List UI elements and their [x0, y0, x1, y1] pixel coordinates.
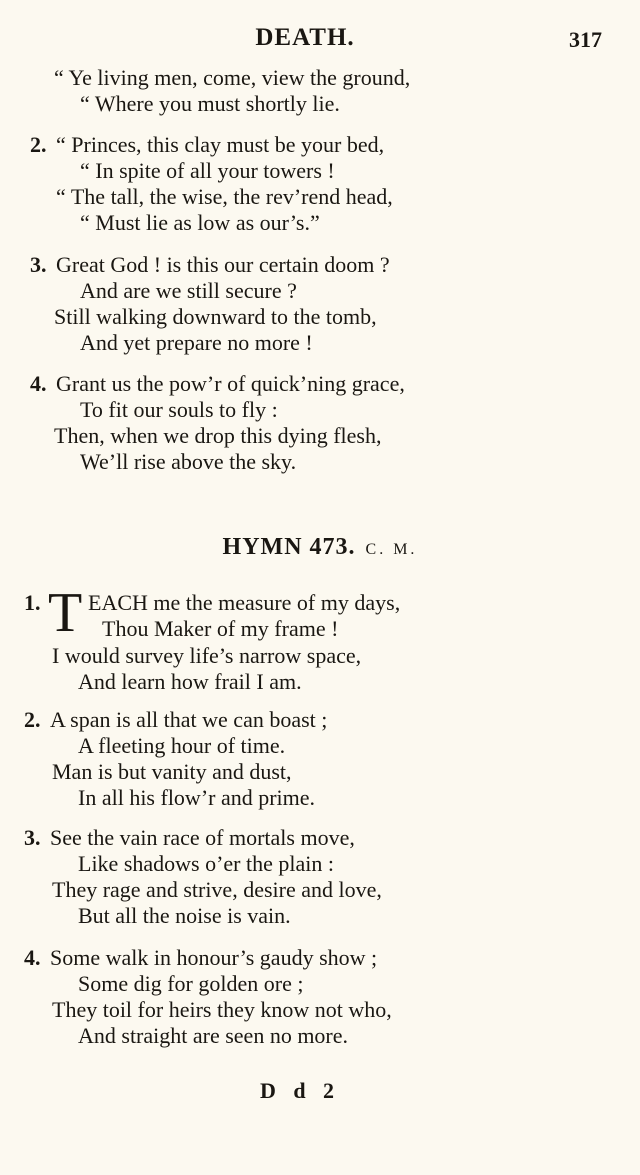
stanza-first-line: [24, 590, 50, 616]
verse-line: Thou Maker of my frame !: [102, 616, 339, 641]
drop-cap: T: [48, 582, 83, 644]
verse-line: In all his flow’r and prime.: [78, 785, 316, 810]
stanza-number: 4.: [30, 371, 47, 396]
stanza-number: 3.: [24, 825, 41, 850]
verse-line: I would survey life’s narrow space,: [52, 643, 362, 668]
stanza-first-line: [24, 945, 377, 971]
verse-line: Some walk in honour’s gaudy show ;: [50, 945, 378, 970]
verse-line: Grant us the pow’r of quick’ning grace,: [56, 371, 405, 396]
hymn-number: HYMN 473.: [222, 534, 356, 560]
verse-line: A span is all that we can boast ;: [50, 707, 328, 732]
stanza-first-line: [24, 825, 355, 851]
verse-line: Some dig for golden ore ;: [78, 971, 304, 996]
stanza-number: 1.: [24, 590, 41, 615]
verse-line: A fleeting hour of time.: [78, 733, 286, 758]
page-title: DEATH.: [255, 24, 355, 51]
stanza-first-line: [30, 252, 390, 278]
verse-line: See the vain race of mortals move,: [50, 825, 355, 850]
verse-line: “ Ye living men, come, view the ground,: [54, 65, 411, 90]
verse-line: And learn how frail I am.: [78, 669, 302, 694]
verse-line: “ Princes, this clay must be your bed,: [56, 132, 385, 157]
verse-line: “ The tall, the wise, the rev’rend head,: [56, 184, 393, 209]
verse-line: Man is but vanity and dust,: [52, 759, 292, 784]
stanza-number: 4.: [24, 945, 41, 970]
verse-line: Great God ! is this our certain doom ?: [56, 252, 390, 277]
verse-line: And are we still secure ?: [80, 278, 297, 303]
hymn-meter: C. M.: [365, 541, 418, 558]
hymn-title: [0, 534, 640, 561]
verse-line: And straight are seen no more.: [78, 1023, 349, 1048]
stanza-first-line: [24, 707, 327, 733]
verse-line: “ Must lie as low as our’s.”: [80, 210, 320, 235]
verse-line: To fit our souls to fly :: [80, 397, 278, 422]
verse-line: We’ll rise above the sky.: [80, 449, 297, 474]
page-number: 317: [569, 27, 602, 52]
stanza-number: 3.: [30, 252, 47, 277]
verse-line: Still walking downward to the tomb,: [54, 304, 377, 329]
stanza-first-line: [30, 371, 405, 397]
verse-line: They rage and strive, desire and love,: [52, 877, 382, 902]
verse-line: But all the noise is vain.: [78, 903, 291, 928]
stanza-number: 2.: [24, 707, 41, 732]
verse-line: Then, when we drop this dying flesh,: [54, 423, 382, 448]
verse-line: And yet prepare no more !: [80, 330, 313, 355]
stanza-number: 2.: [30, 132, 47, 157]
verse-line: “ Where you must shortly lie.: [80, 91, 340, 116]
verse-line: EACH me the measure of my days,: [88, 590, 401, 615]
verse-line: “ In spite of all your towers !: [80, 158, 335, 183]
stanza-first-line: [30, 132, 384, 158]
verse-line: Like shadows o’er the plain :: [78, 851, 334, 876]
signature-mark: D d 2: [259, 1078, 341, 1103]
verse-line: They toil for heirs they know not who,: [52, 997, 392, 1022]
